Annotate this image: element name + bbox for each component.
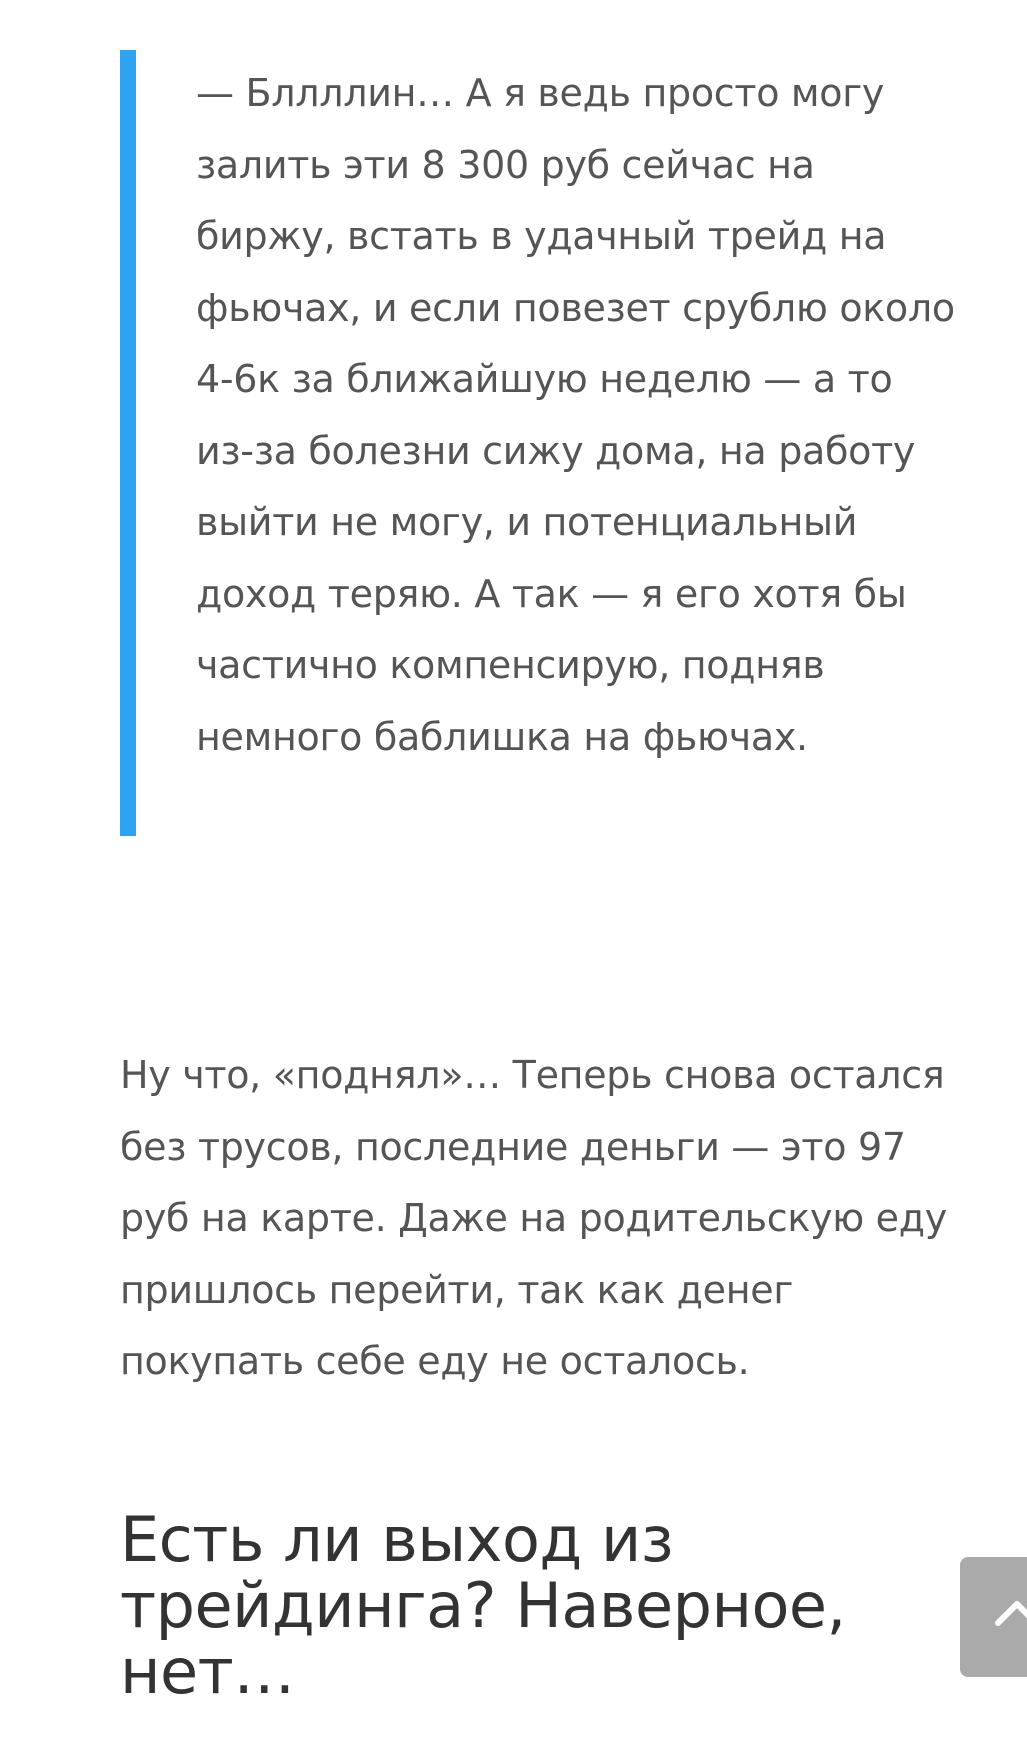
body-paragraph: Ну что, «поднял»… Теперь снова остался без трусов, последние деньги — это 97 руб на карте. Даже на родительскую еду пришлось перейти, так как денег покупать себе еду не осталось.: [120, 1053, 947, 1383]
blockquote: [120, 50, 960, 836]
chevron-up-icon: [994, 1597, 1027, 1627]
section-heading: Есть ли выход из трейдинга? Наверное, нет…: [120, 1503, 846, 1708]
back-to-top-button[interactable]: [960, 1557, 1027, 1677]
blockquote-text: — Бллллин… А я ведь просто могу залить эти 8 300 руб сейчас на биржу, встать в удачный трейд на фьючах, и если повезет срублю около 4-6к за ближайшую неделю — а то из-за болезни сижу дома, на работу выйти не могу, и потенциальный доход теряю. А так — я его хотя бы частично компенсирую, подняв немного баблишка на фьючах.: [196, 71, 955, 759]
